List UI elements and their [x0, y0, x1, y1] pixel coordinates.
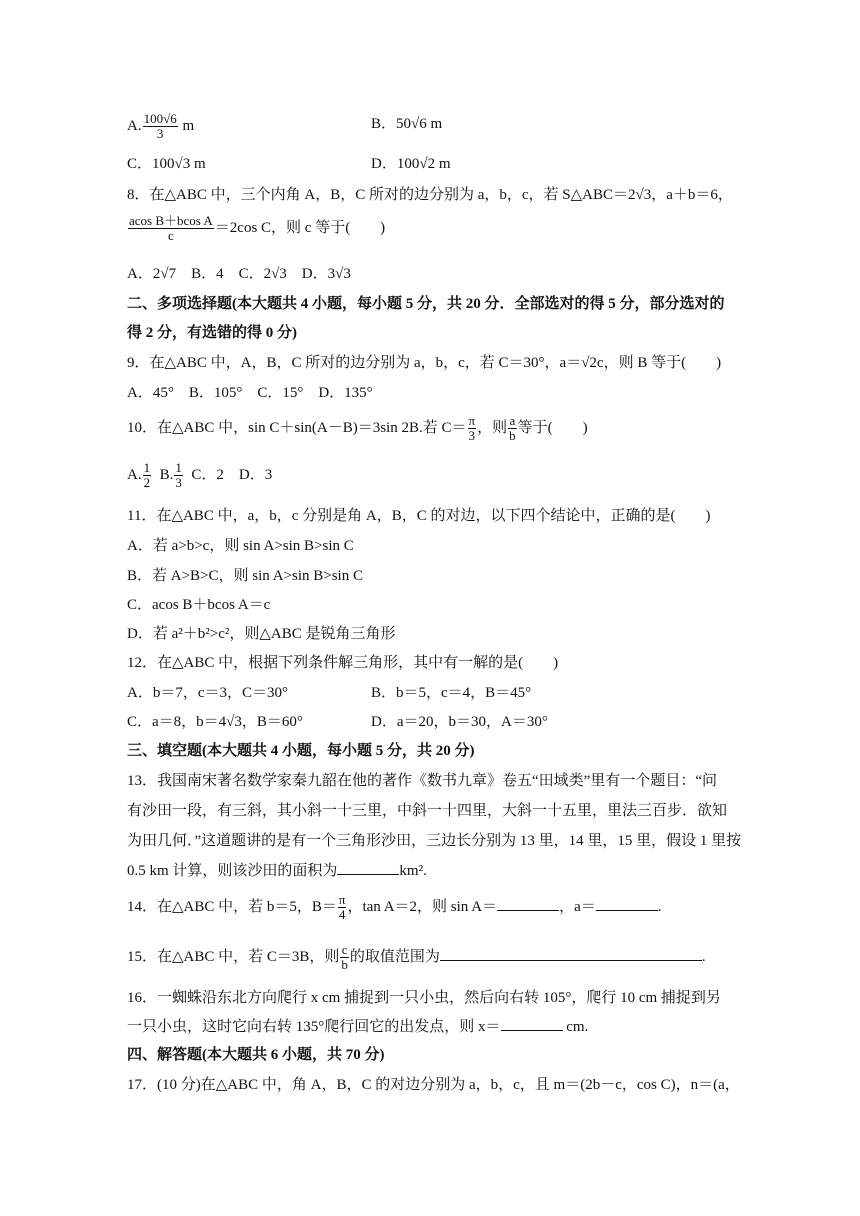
q10-option-a-numerator: 1	[143, 460, 151, 475]
q10-option-a-prefix: A.	[127, 466, 142, 483]
q12-stem: 12．在△ABC 中，根据下列条件解三角形，其中有一解的是( )	[127, 655, 559, 671]
q8-stem-line1: 8．在△ABC 中，三个内角 A，B，C 所对的边分别为 a，b，c，若 S△ABC＝2√3，a＋b＝6，	[127, 187, 733, 203]
q10-pi-fraction	[468, 414, 477, 443]
q13-line4	[127, 860, 427, 881]
q14-a-blank[interactable]	[596, 896, 658, 911]
q15-range-blank[interactable]	[440, 946, 702, 961]
q7-option-a-denominator: 3	[156, 126, 164, 141]
q14-stem-b: ，tan A＝2，则 sin A＝	[347, 898, 498, 915]
q14-pi-denominator: 4	[338, 907, 346, 922]
section2-heading-line1: 二、多项选择题(本大题共 4 小题，每小题 5 分，共 20 分．全部选对的得 5 分，部分选对的	[127, 296, 725, 312]
q10-option-b-prefix: B.	[159, 466, 174, 483]
q10-option-b-denominator: 3	[175, 475, 182, 490]
q12-option-b: B．b＝5，c＝4，B＝45°	[371, 685, 532, 701]
q13-line3: 为田几何．”这道题讲的是有一个三角形沙田，三边长分别为 13 里，14 里，15 里，假设 1 里按	[127, 833, 742, 849]
q11-stem: 11．在△ABC 中，a，b，c 分别是角 A，B，C 的对边，以下四个结论中，正确的是( )	[127, 508, 711, 524]
q13-line4-a: 0.5 km 计算，则该沙田的面积为	[127, 863, 338, 879]
q14-stem	[127, 893, 661, 922]
q14-pi-fraction	[338, 893, 347, 922]
q11-option-d: D．若 a²＋b²>c²，则△ABC 是锐角三角形	[127, 626, 396, 642]
q8-options: A．2√7 B．4 C．2√3 D．3√3	[127, 266, 351, 282]
q10-option-a-denominator: 2	[143, 475, 151, 490]
q10-ratio-numerator: a	[509, 413, 516, 428]
q14-stem-a: 14．在△ABC 中，若 b＝5，B＝	[127, 898, 337, 915]
q10-option-b-numerator: 1	[175, 460, 182, 475]
q15-stem-a: 15．在△ABC 中，若 C＝3B，则	[127, 948, 340, 965]
q16-line2-b: cm.	[562, 1019, 589, 1035]
q11-option-c: C．acos B＋bcos A＝c	[127, 597, 271, 613]
q7-option-c: C．100√3 m	[127, 156, 206, 172]
q17-line1: 17．(10 分)在△ABC 中，角 A，B，C 的对边分别为 a，b，c，且 m＝(2b－c，cos C)，n＝(a，	[127, 1077, 740, 1093]
q10-pi-numerator: π	[468, 413, 476, 428]
q7-option-a-fraction	[143, 112, 178, 141]
q16-line2-a: 一只小虫，这时它向右转 135°爬行回它的出发点，则 x＝	[127, 1019, 501, 1035]
q15-ratio-numerator: c	[341, 942, 348, 957]
q8-fraction	[128, 214, 214, 243]
q12-option-a: A．b＝7，c＝3，C＝30°	[127, 685, 288, 701]
q8-fraction-numerator: acos B＋bcos A	[129, 213, 213, 228]
q7-option-a	[127, 112, 194, 141]
q15-stem	[127, 943, 706, 972]
q15-stem-c: .	[701, 948, 706, 965]
q10-ratio-denominator: b	[509, 428, 516, 443]
q15-stem-b: 的取值范围为	[349, 948, 440, 965]
q16-line2	[127, 1016, 588, 1037]
q10-option-b-fraction	[174, 461, 183, 490]
q12-option-c: C．a＝8，b＝4√3，B＝60°	[127, 714, 303, 730]
q9-stem: 9．在△ABC 中，A，B，C 所对的边分别为 a，b，c，若 C＝30°，a＝√2c，则 B 等于( )	[127, 355, 722, 371]
q15-ratio-denominator: b	[341, 957, 348, 972]
q10-stem	[127, 414, 588, 443]
q15-ratio-fraction	[340, 943, 349, 972]
q11-option-b: B．若 A>B>C，则 sin A>sin B>sin C	[127, 568, 363, 584]
q13-line1: 13．我国南宋著名数学家秦九韶在他的著作《数书九章》卷五“田域类”里有一个题目：“问	[127, 773, 717, 789]
q14-stem-c: ，a＝	[559, 898, 596, 915]
q14-sin-a-blank[interactable]	[497, 896, 559, 911]
q16-line1: 16．一蜘蛛沿东北方向爬行 x cm 捕捉到一只小虫，然后向右转 105°，爬行 10 cm 捕捉到另	[127, 990, 721, 1006]
section4-heading: 四、解答题(本大题共 6 小题，共 70 分)	[127, 1047, 385, 1063]
q10-options-rest: C．2 D．3	[191, 466, 273, 483]
q10-stem-c: 等于( )	[517, 419, 588, 436]
q11-option-a: A．若 a>b>c，则 sin A>sin B>sin C	[127, 538, 354, 554]
q7-option-a-prefix: A.	[127, 117, 142, 134]
q14-pi-numerator: π	[338, 892, 346, 907]
q13-line2: 有沙田一段，有三斜，其小斜一十三里，中斜一十四里，大斜一十五里，里法三百步．欲知	[127, 803, 728, 819]
q7-option-a-unit: m	[178, 117, 195, 134]
q7-option-d: D．100√2 m	[371, 156, 451, 172]
q10-option-a-fraction	[143, 461, 152, 490]
section2-heading-line2: 得 2 分，有选错的得 0 分)	[127, 325, 297, 341]
q13-answer-blank[interactable]	[337, 860, 399, 875]
q10-ratio-fraction	[508, 414, 517, 443]
q10-pi-denominator: 3	[468, 428, 476, 443]
q16-x-blank[interactable]	[501, 1016, 563, 1031]
q10-stem-b: ，则	[477, 419, 508, 436]
q10-options	[127, 461, 272, 490]
q8-fraction-denominator: c	[168, 228, 174, 243]
section3-heading: 三、填空题(本大题共 4 小题，每小题 5 分，共 20 分)	[127, 743, 475, 759]
q10-stem-a: 10．在△ABC 中，sin C＋sin(A－B)＝3sin 2B.若 C＝	[127, 419, 467, 436]
q8-stem-line2	[127, 214, 385, 243]
q7-option-b: B．50√6 m	[371, 116, 443, 132]
q14-stem-d: .	[657, 898, 662, 915]
q13-line4-b: km².	[399, 863, 427, 879]
q9-options: A．45° B．105° C．15° D．135°	[127, 385, 373, 401]
q7-option-a-numerator: 100√6	[143, 111, 177, 126]
q8-stem-rest: ＝2cos C，则 c 等于( )	[214, 219, 386, 236]
q12-option-d: D．a＝20，b＝30，A＝30°	[371, 714, 548, 730]
